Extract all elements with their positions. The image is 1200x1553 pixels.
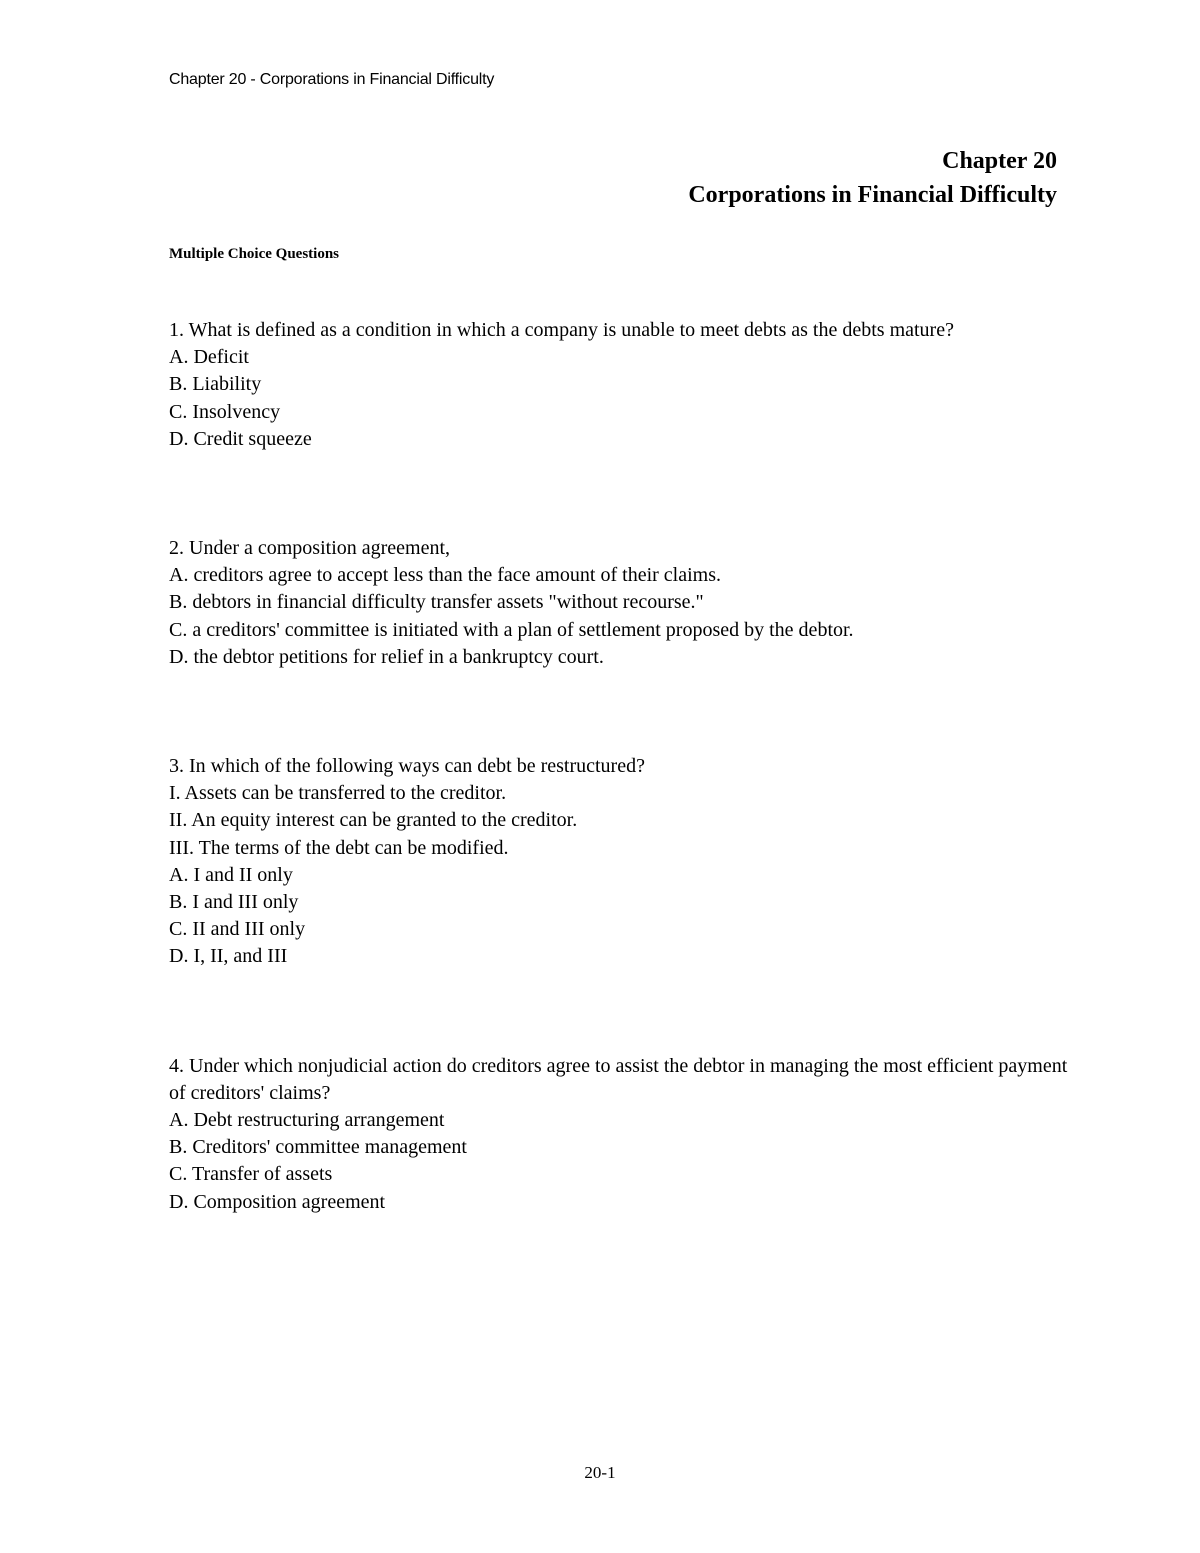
option-c: C. II and III only <box>169 918 306 941</box>
page-number: 20-1 <box>584 1463 616 1482</box>
option-d: D. Credit squeeze <box>169 427 312 450</box>
question-1 <box>169 317 1069 453</box>
option-d: D. I, II, and III <box>169 945 288 968</box>
chapter-subtitle: Corporations in Financial Difficulty <box>688 182 1057 208</box>
question-stem: 2. Under a composition agreement, <box>169 537 451 560</box>
option-a: A. Deficit <box>169 346 249 369</box>
option-c: C. Transfer of assets <box>169 1163 333 1186</box>
statement-iii: III. The terms of the debt can be modified. <box>169 836 509 859</box>
option-d: D. Composition agreement <box>169 1190 386 1213</box>
question-3 <box>169 753 1069 971</box>
question-stem: 4. Under which nonjudicial action do creditors agree to assist the debtor in managing the most efficient payment of creditors' claims? <box>169 1054 1073 1104</box>
chapter-number-title: Chapter 20 <box>942 148 1057 174</box>
option-c: C. Insolvency <box>169 400 281 423</box>
question-stem: 1. What is defined as a condition in which a company is unable to meet debts as the debts mature? <box>169 319 954 341</box>
option-a: A. creditors agree to accept less than the face amount of their claims. <box>169 564 721 587</box>
statement-i: I. Assets can be transferred to the creditor. <box>169 782 507 805</box>
question-4 <box>169 1053 1073 1216</box>
chapter-title-block <box>688 144 1057 212</box>
question-stem: 3. In which of the following ways can debt be restructured? <box>169 755 645 778</box>
option-a: A. I and II only <box>169 863 293 886</box>
statement-ii: II. An equity interest can be granted to the creditor. <box>169 809 578 832</box>
option-b: B. I and III only <box>169 891 299 914</box>
option-d: D. the debtor petitions for relief in a bankruptcy court. <box>169 645 604 668</box>
option-a: A. Debt restructuring arrangement <box>169 1109 445 1132</box>
option-b: B. Creditors' committee management <box>169 1136 467 1159</box>
section-heading: Multiple Choice Questions <box>169 246 340 262</box>
option-c: C. a creditors' committee is initiated with a plan of settlement proposed by the debtor. <box>169 618 854 641</box>
running-header: Chapter 20 - Corporations in Financial Difficulty <box>169 71 495 88</box>
question-2 <box>169 535 1069 671</box>
option-b: B. debtors in financial difficulty transfer assets "without recourse." <box>169 591 704 614</box>
question-list <box>169 317 1073 1216</box>
option-b: B. Liability <box>169 373 262 396</box>
